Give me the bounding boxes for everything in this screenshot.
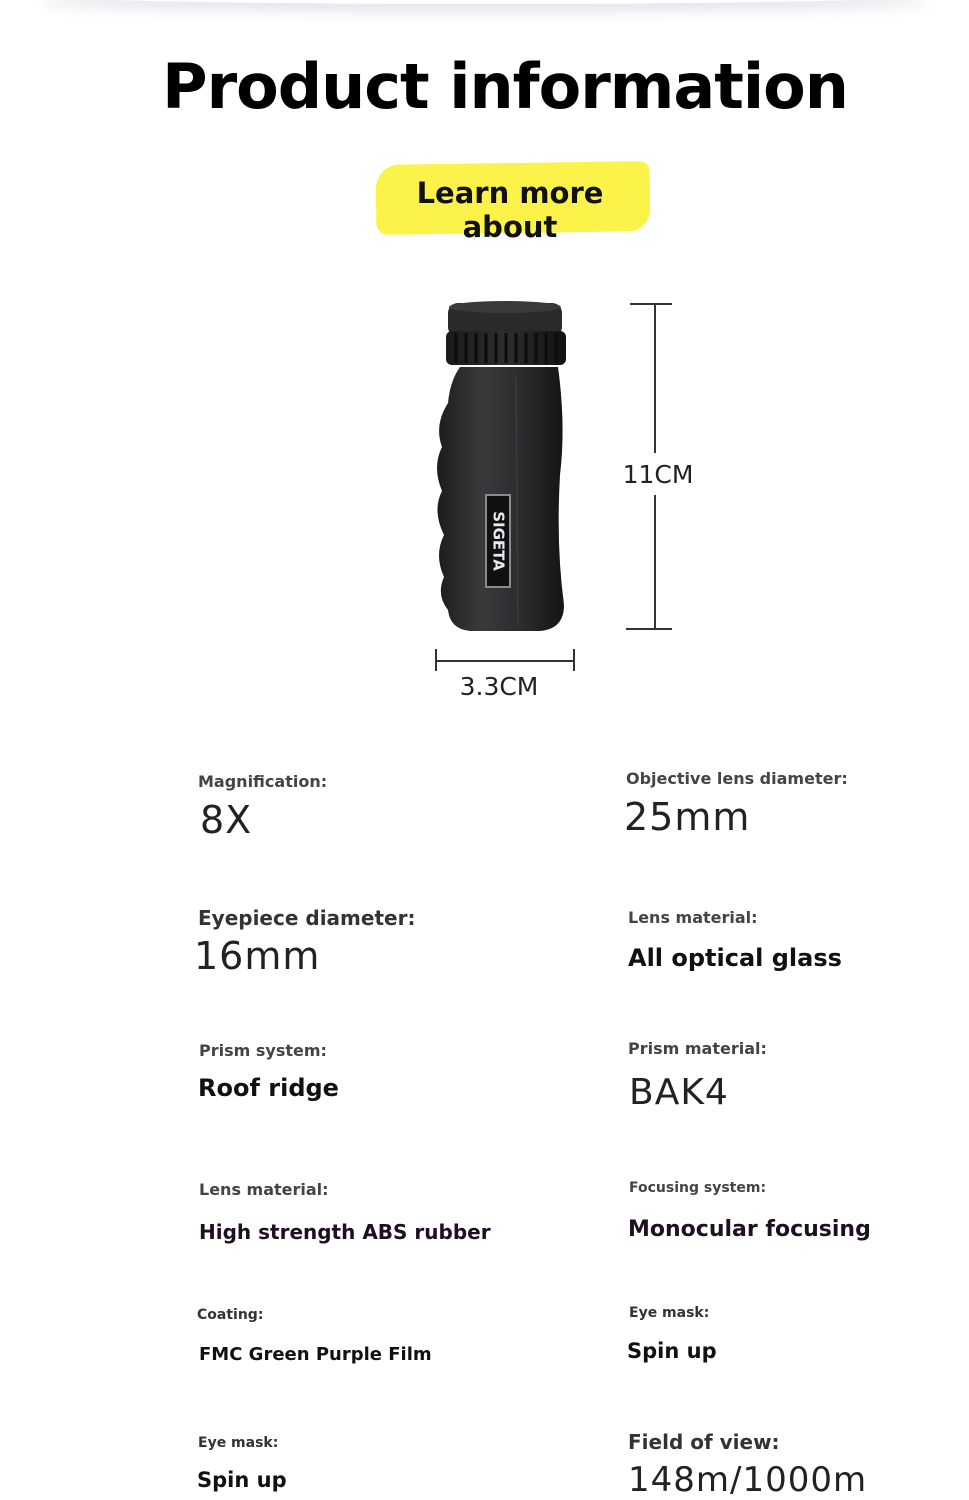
spec-value-lens-material: All optical glass — [628, 944, 842, 972]
spec-label-eyepiece-diameter: Eyepiece diameter: — [198, 906, 416, 930]
page-title: Product information — [162, 50, 848, 123]
spec-value-coating: FMC Green Purple Film — [199, 1344, 432, 1365]
spec-label-field-of-view: Field of view: — [628, 1430, 780, 1454]
spec-value-eye-mask-left: Spin up — [197, 1468, 287, 1492]
spec-label-magnification: Magnification: — [198, 772, 328, 791]
spec-label-focusing-system: Focusing system: — [629, 1180, 767, 1196]
spec-value-field-of-view: 148m/1000m — [628, 1460, 868, 1500]
spec-label-prism-material: Prism material: — [628, 1039, 767, 1058]
spec-label-eye-mask-left: Eye mask: — [198, 1435, 279, 1451]
spec-label-objective-diameter: Objective lens diameter: — [626, 769, 848, 788]
spec-label-coating: Coating: — [197, 1307, 264, 1323]
spec-value-body-material: High strength ABS rubber — [199, 1220, 491, 1244]
spec-label-eye-mask-right: Eye mask: — [629, 1305, 710, 1321]
brand-label: SIGETA — [489, 511, 508, 571]
learn-more-label: Learn more about — [416, 176, 604, 244]
monocular-product-image — [400, 285, 720, 705]
spec-label-prism-system: Prism system: — [199, 1041, 327, 1060]
top-shadow — [40, 0, 929, 4]
spec-value-objective-diameter: 25mm — [624, 795, 751, 839]
spec-value-eye-mask-right: Spin up — [627, 1339, 717, 1363]
spec-value-focusing-system: Monocular focusing — [628, 1217, 871, 1242]
spec-value-prism-material: BAK4 — [629, 1072, 729, 1113]
spec-value-magnification: 8X — [200, 798, 253, 842]
spec-value-eyepiece-diameter: 16mm — [194, 934, 321, 978]
spec-value-prism-system: Roof ridge — [198, 1074, 339, 1102]
height-dimension-label: 11CM — [622, 460, 694, 489]
spec-label-lens-material: Lens material: — [628, 908, 758, 927]
spec-label-body-material: Lens material: — [199, 1180, 329, 1199]
width-dimension-label: 3.3CM — [459, 672, 539, 701]
